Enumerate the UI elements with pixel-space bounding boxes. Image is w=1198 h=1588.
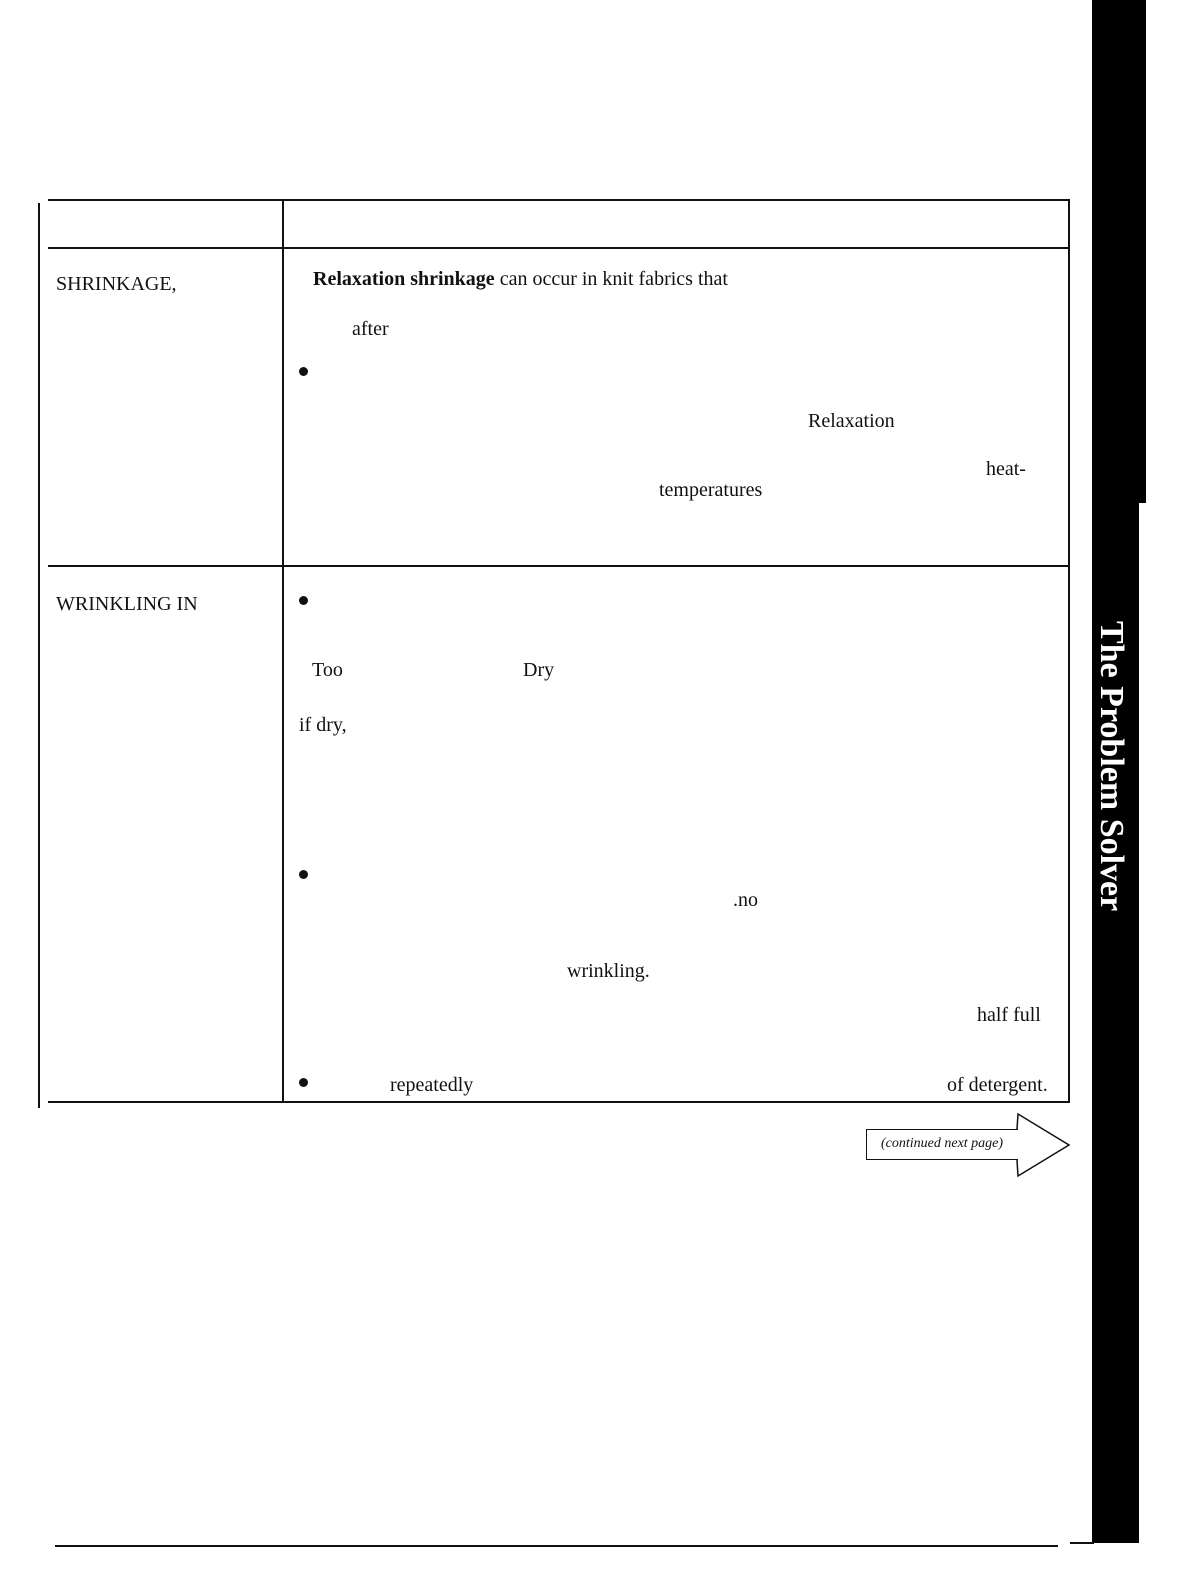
table-top-border <box>48 199 1070 201</box>
table-left-border <box>38 203 40 1108</box>
cause-fragment: .no <box>733 889 758 911</box>
table-header-divider <box>48 247 1070 249</box>
cause-fragment: Relaxation <box>808 410 895 432</box>
continued-next-page-label: (continued next page) <box>881 1136 1004 1151</box>
cause-fragment: of detergent. <box>947 1074 1048 1096</box>
cause-fragment: repeatedly <box>390 1074 474 1096</box>
bullet-point <box>299 1078 308 1087</box>
cause-fragment: Dry <box>523 659 555 681</box>
bullet-point <box>299 367 308 376</box>
right-arrow-icon <box>1015 1112 1075 1178</box>
bullet-point <box>299 596 308 605</box>
cause-term-bold: Relaxation shrinkage <box>313 268 495 290</box>
cause-fragment: wrinkling. <box>567 960 650 982</box>
problem-label-shrinkage: SHRINKAGE, <box>56 273 177 295</box>
side-tab-upper <box>1092 0 1146 503</box>
cause-fragment: after <box>352 318 389 340</box>
footer-rule <box>55 1545 1058 1547</box>
cause-text: can occur in knit fabrics that <box>494 268 728 290</box>
side-tab-tick <box>1070 1542 1094 1544</box>
cause-fragment: Too <box>312 659 343 681</box>
cause-fragment: heat- <box>986 458 1026 480</box>
table-row-divider <box>48 565 1070 567</box>
table-bottom-border <box>48 1101 1070 1103</box>
side-tab-title: The Problem Solver <box>1092 621 1130 912</box>
table-right-border <box>1068 199 1070 1103</box>
cause-fragment: if dry, <box>299 714 347 736</box>
problem-label-wrinkling: WRINKLING IN <box>56 593 198 615</box>
cause-fragment: half full <box>977 1004 1041 1026</box>
side-tab-title-area <box>1092 503 1139 1543</box>
cause-line <box>313 268 728 290</box>
bullet-point <box>299 870 308 879</box>
cause-fragment: temperatures <box>659 479 763 501</box>
table-column-divider <box>282 201 284 1102</box>
